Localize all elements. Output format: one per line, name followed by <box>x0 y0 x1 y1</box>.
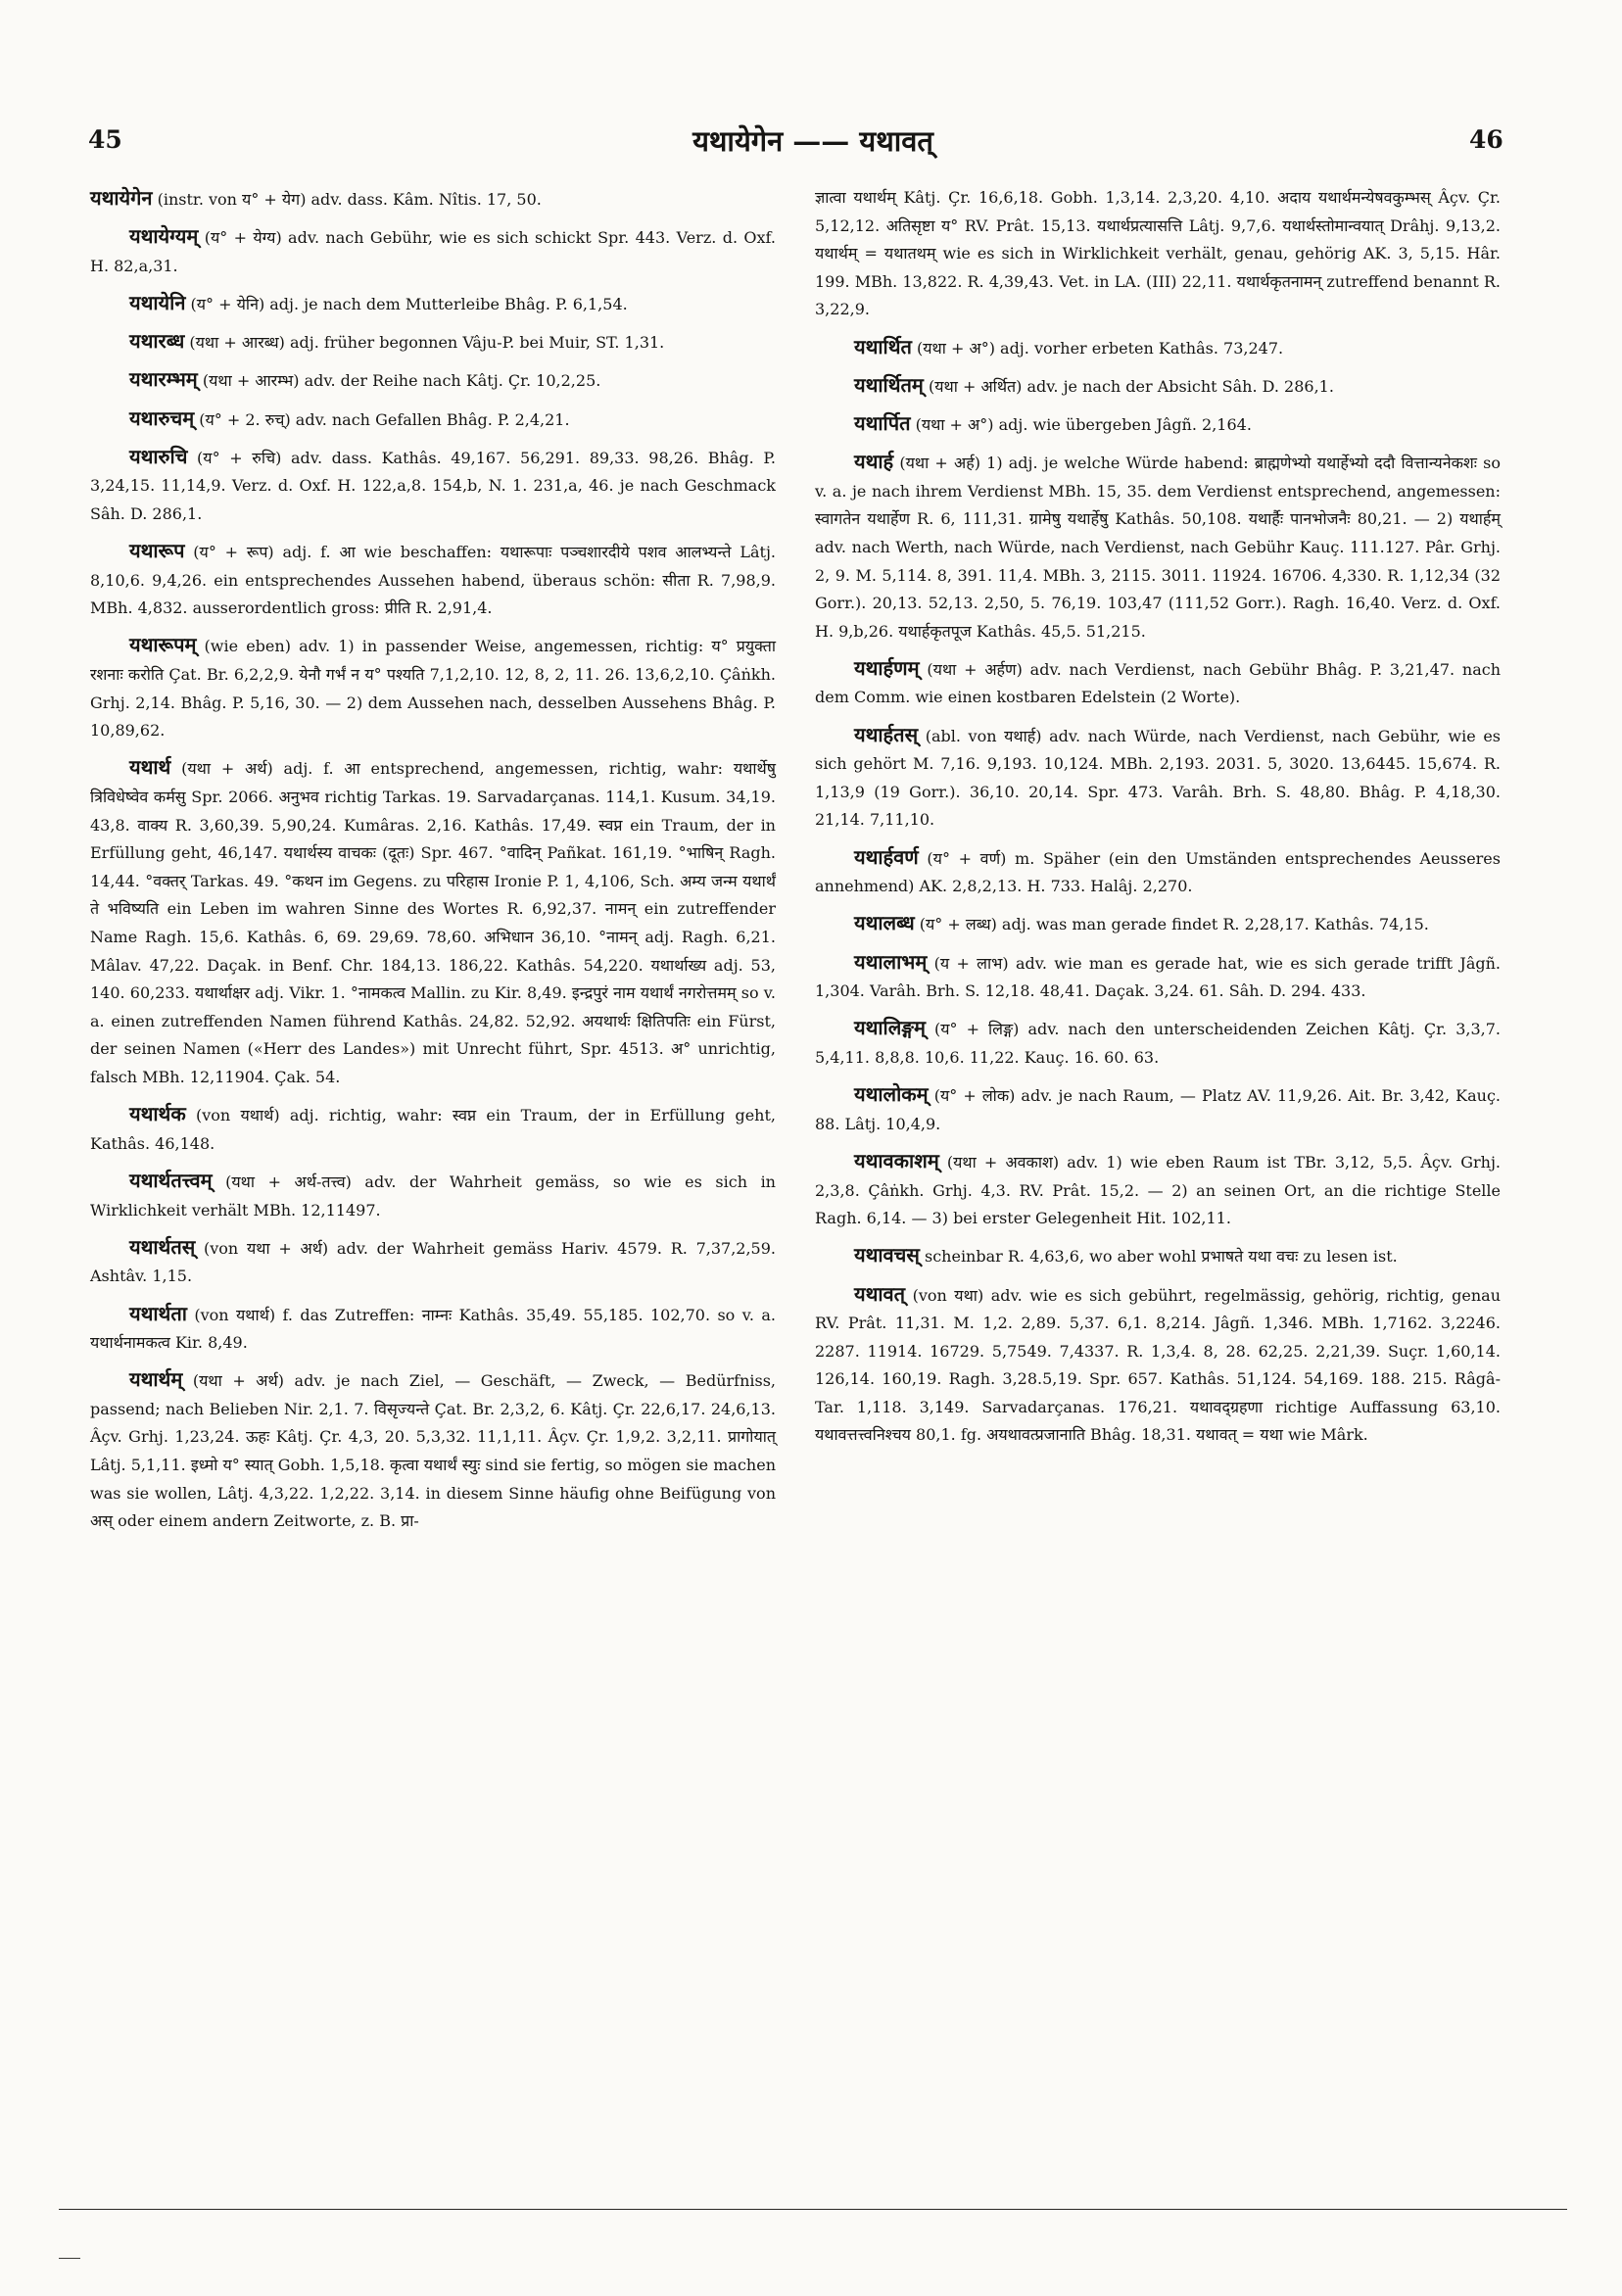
headword: यथार्थितम् <box>854 372 924 397</box>
entry-body: (यथा + अ°) adj. vorher erbeten Kathâs. 73,247. <box>911 338 1284 358</box>
dictionary-entry <box>815 1147 1501 1233</box>
dictionary-entry <box>90 753 776 1091</box>
page-number-right: 46 <box>1469 125 1503 154</box>
left-column <box>90 184 776 1544</box>
headword: यथार्हतस् <box>854 722 919 746</box>
dictionary-entry <box>90 1233 776 1291</box>
page-number-left: 45 <box>88 125 122 154</box>
headword: यथावत् <box>854 1281 906 1306</box>
entry-body: (यथा + अर्थ) adv. je nach Ziel, — Geschäft, — Zweck, — Bedürfniss, passend; nach Belieben Nir. 2,1. 7. विसृज्यन्ते Çat. Br. 2,3,2, 6. Kâtj. Çr. 22,6,17. 24,6,13. Âçv. Grhj. 1,23,24. ऊहः Kâtj. Çr. 4,3, 20. 5,3,32. 11,1,11. Âçv. Çr. 1,9,2. 3,2,11. प्रागोयात् Lâtj. 5,1,11. इध्मो य° स्यात् Gobh. 1,5,18. कृत्वा यथार्थं स्युः sind sie fertig, so mögen sie machen was sie wollen, Lâtj. 4,3,22. 1,2,22. 3,14. in diesem Sinne häufig ohne Beifügung von अस् oder einem andern Zeitworte, z. B. प्रा- <box>90 1371 776 1531</box>
headword: यथावकाशम् <box>854 1148 939 1172</box>
entry-body: (य° + लोक) adv. je nach Raum, — Platz AV. 11,9,26. Ait. Br. 3,42, Kauç. 88. Lâtj. 10,4,9. <box>815 1086 1501 1133</box>
entry-body: (instr. von य° + येग) adv. dass. Kâm. Nîtis. 17, 50. <box>152 190 542 209</box>
entry-body: (यथा + आरम्भ) adv. der Reihe nach Kâtj. Çr. 10,2,25. <box>197 371 601 391</box>
dictionary-entry <box>90 1100 776 1158</box>
dictionary-entry <box>90 443 776 529</box>
entry-body: (यथा + अर्ह) 1) adj. je welche Würde habend: ब्राह्मणेभ्यो यथार्हेभ्यो ददौ वित्तान्यनेकशः so v. a. je nach ihrem Verdienst MBh. 15, 35. dem Verdienst entsprechend, angemessen: स्वागतेन यथार्हेण R. 6, 111,31. ग्रामेषु यथार्हेषु Kathâs. 50,108. यथार्हैः पानभोजनैः 80,21. — 2) यथार्हम् adv. nach Werth, nach Würde, nach Verdienst, nach Gebühr Kauç. 111.127. Pâr. Grhj. 2, 9. M. 5,114. 8, 391. 11,4. MBh. 3, 2115. 3011. 11924. 16706. 4,330. R. 1,12,34 (32 Gorr.). 20,13. 52,13. 2,50, 5. 76,19. 103,47 (111,52 Gorr.). Ragh. 16,40. Verz. d. Oxf. H. 9,b,26. यथार्हकृतपूज Kathâs. 45,5. 51,215. <box>815 454 1501 641</box>
dictionary-entry <box>815 333 1501 363</box>
headword: यथालब्ध <box>854 911 915 935</box>
dictionary-entry <box>90 184 776 215</box>
entry-body: (यथा + अर्थित) adv. je nach der Absicht Sâh. D. 286,1. <box>923 376 1334 396</box>
entry-body: (यथा + अवकाश) adv. 1) wie eben Raum ist TBr. 3,12, 5,5. Âçv. Grhj. 2,3,8. Çâṅkh. Grhj. 4,3. RV. Prât. 15,2. — 2) an seinen Ort, an die richtige Stelle Ragh. 6,14. — 3) bei erster Gelegenheit Hit. 102,11. <box>815 1152 1501 1228</box>
headword: यथारब्ध <box>129 329 185 354</box>
headword: यथावचस् <box>854 1243 920 1268</box>
entry-body: (von यथार्थ) adj. richtig, wahr: स्वप्न ein Traum, der in Erfüllung geht, Kathâs. 46,148. <box>90 1106 776 1153</box>
dictionary-entry <box>90 1300 776 1358</box>
entry-body: (wie eben) adv. 1) in passender Weise, angemessen, richtig: य° प्रयुक्ता रशनाः करोति Çat. Br. 6,2,2,9. येनौ गर्भं न य° पश्यति 7,1,2,10. 12, 8, 2, 11. 26. 13,6,2,10. Çâṅkh. Grhj. 2,14. Bhâg. P. 5,16, 30. — 2) dem Aussehen nach, desselben Aussehens Bhâg. P. 10,89,62. <box>90 637 776 741</box>
entry-body: (यथा + अर्हण) adv. nach Verdienst, nach Gebühr Bhâg. P. 3,21,47. nach dem Comm. wie einen kostbaren Edelstein (2 Worte). <box>815 659 1501 707</box>
headword: यथालोकम् <box>854 1082 929 1107</box>
headword: यथार्थता <box>129 1301 187 1325</box>
dictionary-entry <box>90 537 776 623</box>
entry-body: (von यथा + अर्थ) adv. der Wahrheit gemäss Hariv. 4579. R. 7,37,2,59. Ashtâv. 1,15. <box>90 1238 776 1286</box>
headword: यथारम्भम् <box>129 367 198 392</box>
entry-body: (यथा + अर्थ) adj. f. आ entsprechend, angemessen, richtig, wahr: यथार्थेषु त्रिविधेष्वेव कर्मसु Spr. 2066. अनुभव richtig Tarkas. 19. Sarvadarçanas. 114,1. Kusum. 34,19. 43,8. वाक्य R. 3,60,39. 5,90,24. Kumâras. 2,16. Kathâs. 17,49. स्वप्न ein Traum, der in Erfüllung geht, 46,147. यथार्थस्य वाचकः (दूतः) Spr. 467. °वादिन् Pañkat. 161,19. °भाषिन् Ragh. 14,44. °वक्तर् Tarkas. 49. °कथन im Gegens. zu परिहास Ironie P. 1, 4,106, Sch. अम्य जन्म यथार्थं ते भविष्यति ein Leben im wahren Sinne des Wortes R. 6,92,37. नामन् ein zutreffender Name Ragh. 15,6. Kathâs. 6, 69. 29,69. 78,60. अभिधान 36,10. °नामन् adj. Ragh. 6,21. Mâlav. 47,22. Daçak. in Benf. Chr. 184,13. 186,22. Kathâs. 54,220. यथार्थाख्य adj. 53, 140. 60,233. यथार्थाक्षर adj. Vikr. 1. °नामकत्व Mallin. zu Kir. 8,49. इन्द्रपुरं नाम यथार्थं नगरोत्तमम् so v. a. einen zutreffenden Namen führend Kathâs. 24,82. 52,92. अयथार्थः क्षितिपतिः ein Fürst, der seinen Namen («Herr des Landes») mit Unrecht führt, Spr. 4513. अ° unrichtig, falsch MBh. 12,11904. Çak. 54. <box>90 759 776 1086</box>
headword: यथारूप <box>129 539 185 563</box>
entry-body: (य° + येग्य) adv. nach Gebühr, wie es sich schickt Spr. 443. Verz. d. Oxf. H. 82,a,31. <box>90 228 776 275</box>
headword: यथार्हवर्ण <box>854 844 919 869</box>
dictionary-entry <box>815 948 1501 1006</box>
entry-body: (abl. von यथार्ह) adv. nach Würde, nach Verdienst, nach Gebühr, wie es sich gehört M. 7,16. 9,193. 10,124. MBh. 2,193. 2031. 5, 3020. 13,6445. 15,674. R. 1,13,9 (19 Gorr.). 36,10. 20,14. Spr. 473. Varâh. Brh. S. 48,80. Bhâg. P. 4,18,30. 21,14. 7,11,10. <box>815 726 1501 830</box>
dictionary-entry <box>90 405 776 435</box>
dictionary-entry <box>815 371 1501 402</box>
headword: यथार्थक <box>129 1102 186 1126</box>
dictionary-entry <box>815 1080 1501 1138</box>
entry-body: (य° + लिङ्ग) adv. nach den unterscheidenden Zeichen Kâtj. Çr. 3,3,7. 5,4,11. 8,8,8. 10,6. 11,22. Kauç. 16. 60. 63. <box>815 1020 1501 1067</box>
footer-rule <box>59 2209 1567 2210</box>
dictionary-entry <box>90 327 776 358</box>
headword: यथार्हणम् <box>854 655 920 680</box>
entry-body: (य° + वर्ण) m. Späher (ein den Umständen entsprechendes Aeusseres annehmend) AK. 2,8,2,13. H. 733. Halâj. 2,270. <box>815 848 1501 896</box>
headword: यथारुचम् <box>129 406 195 430</box>
headword: यथार्ह <box>854 450 894 474</box>
dictionary-entry <box>815 843 1501 901</box>
dictionary-entry <box>815 409 1501 440</box>
dictionary-entry <box>90 1365 776 1536</box>
entry-body: ज्ञात्वा यथार्थम् Kâtj. Çr. 16,6,18. Gobh. 1,3,14. 2,3,20. 4,10. अदाय यथार्थमन्येषवकुम्भस् Âçv. Çr. 5,12,12. अतिसृष्टा य° RV. Prât. 15,13. यथार्थप्रत्यासत्ति Lâtj. 9,7,6. यथार्थस्तोमान्वयात् Drâhj. 9,13,2. यथार्थम् = यथातथम् wie es sich in Wirklichkeit verhält, genau, gehörig AK. 3, 5,15. Hâr. 199. MBh. 13,822. R. 4,39,43. Vet. in LA. (III) 22,11. यथार्थकृतनामन् zutreffend benannt R. 3,22,9. <box>815 188 1501 319</box>
dictionary-entry <box>90 365 776 396</box>
dictionary-entry <box>90 1167 776 1224</box>
entry-body: (य° + येनि) adj. je nach dem Mutterleibe Bhâg. P. 6,1,54. <box>185 294 628 313</box>
dictionary-entry <box>815 1014 1501 1072</box>
headword: यथार्थित <box>854 334 912 359</box>
dictionary-entry <box>815 1280 1501 1451</box>
running-head: यथायेगेन —— यथावत् <box>692 124 933 158</box>
headword: यथार्थ <box>129 755 171 780</box>
entry-body: (य + लाभ) adv. wie man es gerade hat, wie es sich gerade trifft Jâgñ. 1,304. Varâh. Brh. S. 12,18. 48,41. Daçak. 3,24. 61. Sâh. D. 294. 433. <box>815 953 1501 1001</box>
headword: यथार्पित <box>854 410 911 435</box>
headword: यथार्थतत्त्वम् <box>129 1168 213 1192</box>
dictionary-entry <box>815 654 1501 712</box>
dictionary-entry <box>815 909 1501 939</box>
entry-body: (von यथा) adv. wie es sich gebührt, regelmässig, gehörig, richtig, genau RV. Prât. 11,31. M. 1,2. 2,89. 5,37. 6,1. 8,214. Jâgñ. 1,346. MBh. 1,7162. 3,2246. 2287. 11914. 16729. 5,7549. 7,4337. R. 1,3,4. 8, 28. 62,25. 2,21,39. Suçr. 1,60,14. 126,14. 160,19. Ragh. 3,28.5,19. Spr. 657. Kathâs. 51,124. 54,169. 188. 215. Râgâ-Tar. 1,118. 3,149. Sarvadarçanas. 176,21. यथावद्ग्रहणा richtige Auffassung 63,10. यथावत्तत्त्वनिश्चय 80,1. fg. अयथावत्प्रजानाति Bhâg. 18,31. यथावत् = यथा wie Mârk. <box>815 1285 1501 1445</box>
dictionary-entry <box>815 448 1501 646</box>
headword: यथायेग्यम् <box>129 224 199 249</box>
headword: यथायेगेन <box>90 186 153 210</box>
entry-body: (य° + रुचि) adv. dass. Kathâs. 49,167. 56,291. 89,33. 98,26. Bhâg. P. 3,24,15. 11,14,9. Verz. d. Oxf. H. 122,a,8. 154,b, N. 1. 231,a, 46. je nach Geschmack Sâh. D. 286,1. <box>90 448 776 523</box>
dictionary-entry <box>815 721 1501 835</box>
entry-body: (यथा + अ°) adj. wie übergeben Jâgñ. 2,164. <box>910 414 1252 434</box>
entry-body: (य° + लब्ध) adj. was man gerade findet R. 2,28,17. Kathâs. 74,15. <box>914 915 1429 934</box>
right-column <box>815 184 1501 1459</box>
headword: यथारुचि <box>129 444 188 468</box>
headword: यथालाभम् <box>854 949 928 974</box>
margin-mark <box>59 2258 80 2259</box>
dictionary-entry <box>90 289 776 319</box>
headword: यथार्थतस् <box>129 1234 196 1259</box>
dictionary-entry <box>90 222 776 280</box>
headword: यथार्थम् <box>129 1367 183 1392</box>
entry-body: (यथा + अर्थ-तत्त्व) adv. der Wahrheit gemäss, so wie es sich in Wirklichkeit verhält MBh. 12,11497. <box>90 1172 776 1220</box>
dictionary-entry <box>815 184 1501 324</box>
dictionary-entry <box>815 1241 1501 1271</box>
headword: यथालिङ्गम् <box>854 1016 926 1040</box>
dictionary-entry <box>90 631 776 744</box>
entry-body: (य° + 2. रुच्) adv. nach Gefallen Bhâg. P. 2,4,21. <box>194 409 570 429</box>
entry-body: scheinbar R. 4,63,6, wo aber wohl प्रभाषते यथा वचः zu lesen ist. <box>919 1247 1398 1267</box>
entry-body: (य° + रूप) adj. f. आ wie beschaffen: यथारूपाः पञ्चशारदीये पशव आलभ्यन्ते Lâtj. 8,10,6. 9,4,26. ein entsprechendes Aussehen habend, überaus schön: सीता R. 7,98,9. MBh. 4,832. ausserordentlich gross: प्रीति R. 2,91,4. <box>90 543 776 618</box>
entry-body: (यथा + आरब्ध) adj. früher begonnen Vâju-P. bei Muir, ST. 1,31. <box>184 333 665 353</box>
headword: यथायेनि <box>129 290 186 314</box>
headword: यथारूपम् <box>129 633 197 657</box>
entry-body: (von यथार्थ) f. das Zutreffen: नाम्नः Kathâs. 35,49. 55,185. 102,70. so v. a. यथार्थनामकत्व Kir. 8,49. <box>90 1305 776 1353</box>
